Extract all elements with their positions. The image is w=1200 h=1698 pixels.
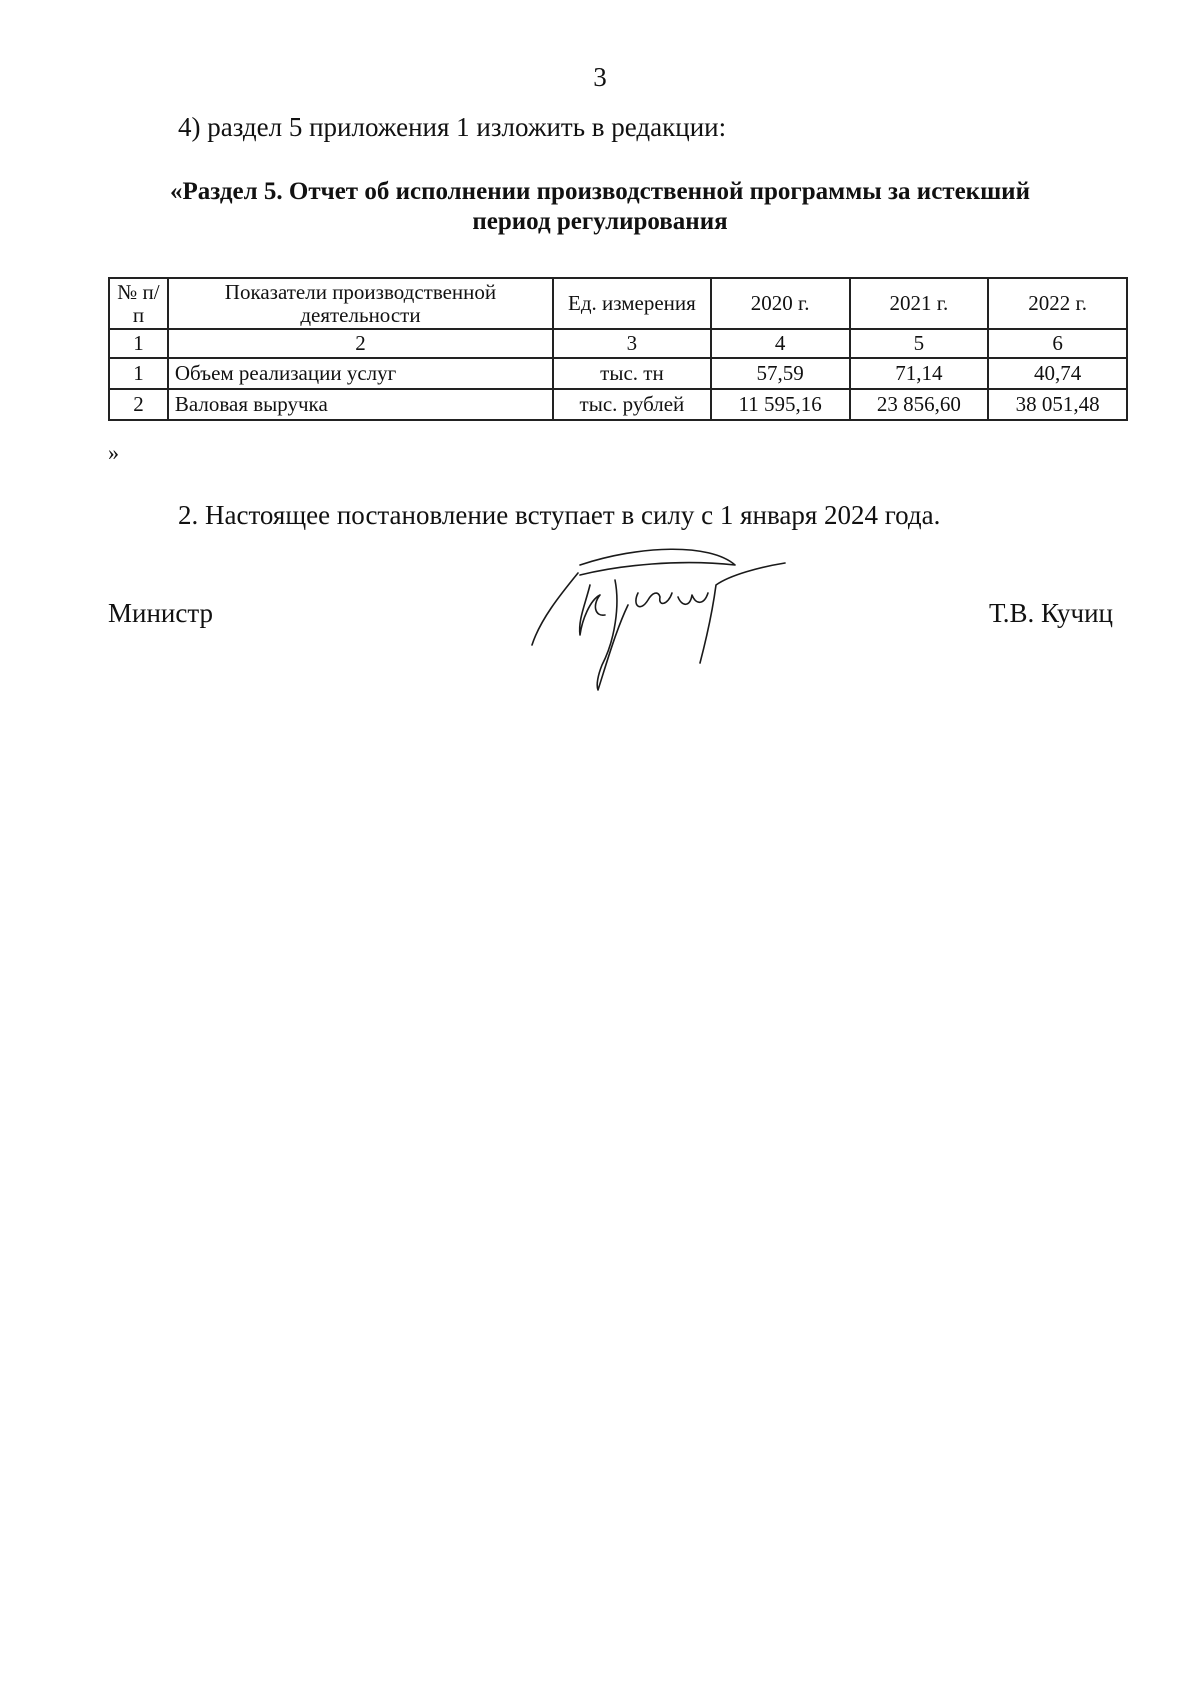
column-number: 6: [988, 329, 1127, 358]
row-value-2021: 23 856,60: [850, 389, 989, 420]
amendment-paragraph: 4) раздел 5 приложения 1 изложить в редакции:: [178, 112, 727, 142]
column-number: 3: [553, 329, 711, 358]
row-value-2020: 11 595,16: [711, 389, 850, 420]
signatory-name: Т.В. Кучиц: [988, 598, 1113, 628]
header-2022: 2022 г.: [988, 278, 1127, 329]
row-indicator: Валовая выручка: [168, 389, 553, 420]
row-no: 2: [109, 389, 168, 420]
closing-quote: »: [108, 440, 119, 465]
column-number: 1: [109, 329, 168, 358]
row-value-2021: 71,14: [850, 358, 989, 389]
table-row: [109, 389, 1127, 420]
column-number: 2: [168, 329, 553, 358]
header-indicator: Показатели производственной деятельности: [168, 278, 553, 329]
header-unit: Ед. измерения: [553, 278, 711, 329]
header-2021: 2021 г.: [850, 278, 989, 329]
header-2020: 2020 г.: [711, 278, 850, 329]
header-no: № п/п: [109, 278, 168, 329]
row-unit: тыс. рублей: [553, 389, 711, 420]
table-header-row: [109, 278, 1127, 329]
row-indicator: Объем реализации услуг: [168, 358, 553, 389]
row-value-2022: 38 051,48: [988, 389, 1127, 420]
production-program-table: [108, 277, 1128, 421]
table-row: [109, 358, 1127, 389]
signatory-role: Министр: [108, 598, 213, 628]
row-unit: тыс. тн: [553, 358, 711, 389]
section-heading: «Раздел 5. Отчет об исполнении производственной программы за истекший период регулирования: [170, 178, 1030, 235]
effective-date-paragraph: 2. Настоящее постановление вступает в силу с 1 января 2024 года.: [178, 500, 941, 530]
column-number: 5: [850, 329, 989, 358]
row-no: 1: [109, 358, 168, 389]
row-value-2022: 40,74: [988, 358, 1127, 389]
column-number: 4: [711, 329, 850, 358]
column-number-row: [109, 329, 1127, 358]
handwritten-signature: [520, 545, 800, 695]
row-value-2020: 57,59: [711, 358, 850, 389]
page-number: 3: [593, 62, 607, 92]
